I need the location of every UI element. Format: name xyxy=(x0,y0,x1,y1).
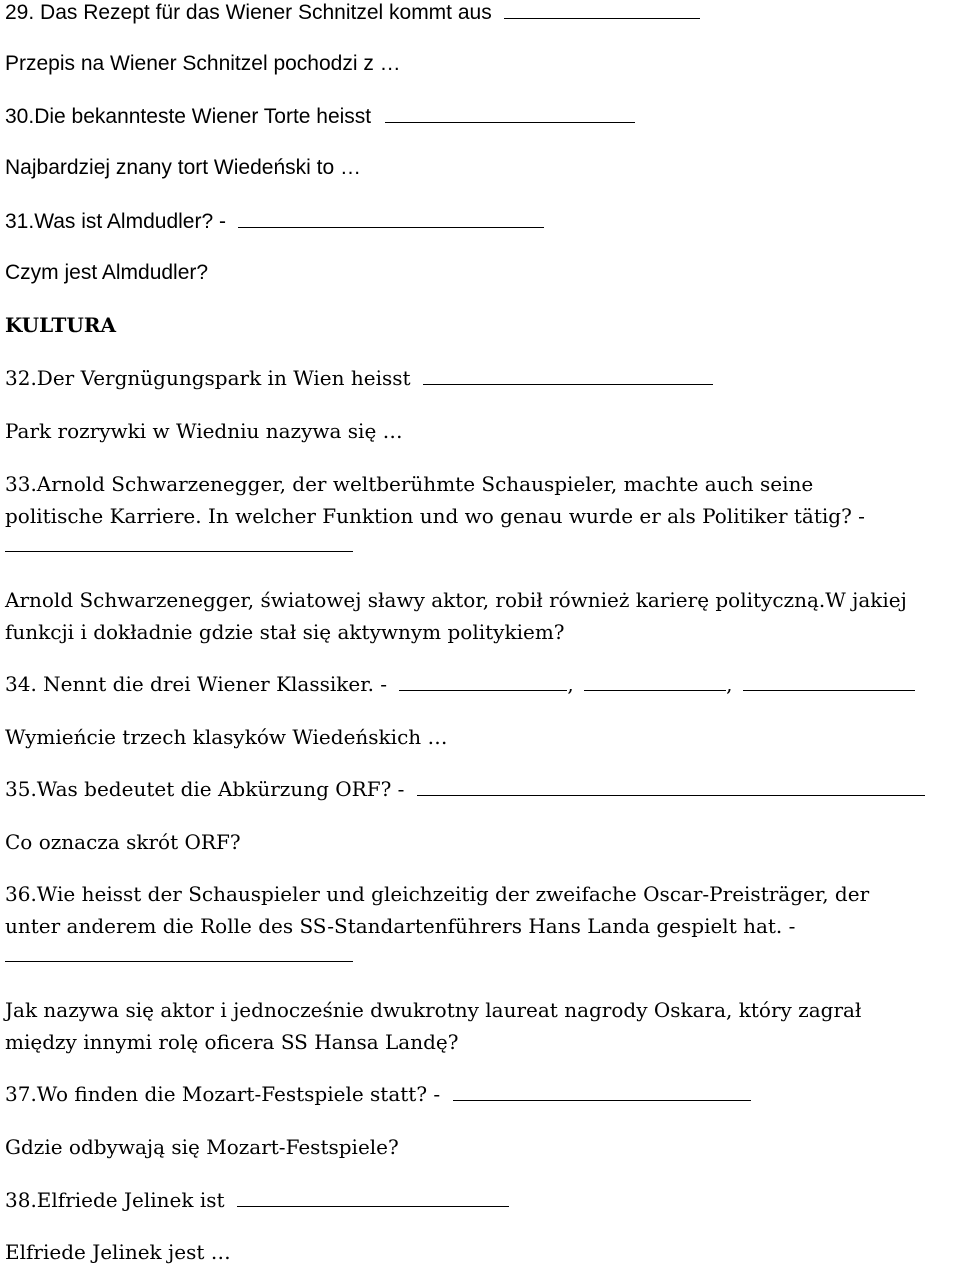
question-29-translation: Przepis na Wiener Schnitzel pochodzi z … xyxy=(5,52,401,75)
answer-blank-34-3[interactable] xyxy=(743,672,915,691)
question-29-text: 29. Das Rezept für das Wiener Schnitzel kommt aus xyxy=(5,1,492,24)
question-33-line-2: politische Karriere. In welcher Funktion und wo genau wurde er als Politiker tätig? - xyxy=(5,504,865,528)
question-37-translation: Gdzie odbywają się Mozart-Festspiele? xyxy=(5,1135,399,1159)
question-29 xyxy=(5,0,700,25)
question-32-translation: Park rozrywki w Wiedniu nazywa się … xyxy=(5,419,403,443)
answer-separator-2: , xyxy=(726,672,733,696)
question-37-text: 37.Wo finden die Mozart-Festspiele statt? - xyxy=(5,1082,441,1106)
answer-blank-34-1[interactable] xyxy=(399,672,567,691)
question-30 xyxy=(5,104,635,129)
answer-blank-32[interactable] xyxy=(423,366,713,385)
question-34 xyxy=(5,672,915,696)
question-30-text: 30.Die bekannteste Wiener Torte heisst xyxy=(5,105,372,128)
question-37 xyxy=(5,1082,751,1106)
question-31 xyxy=(5,209,544,234)
answer-blank-37[interactable] xyxy=(453,1082,751,1101)
question-36-line-1: 36.Wie heisst der Schauspieler und gleichzeitig der zweifache Oscar-Preisträger, der xyxy=(5,882,870,906)
question-38-text: 38.Elfriede Jelinek ist xyxy=(5,1188,225,1212)
question-35-translation: Co oznacza skrót ORF? xyxy=(5,830,241,854)
question-34-text: 34. Nennt die drei Wiener Klassiker. - xyxy=(5,672,388,696)
question-32 xyxy=(5,366,713,390)
question-36-translation-line-2: między innymi rolę oficera SS Hansa Landę? xyxy=(5,1030,459,1054)
question-33-translation-line-1: Arnold Schwarzenegger, światowej sławy aktor, robił również karierę polityczną.W jakiej xyxy=(5,588,907,612)
question-38 xyxy=(5,1188,509,1212)
answer-blank-29[interactable] xyxy=(504,0,700,19)
question-35-text: 35.Was bedeutet die Abkürzung ORF? - xyxy=(5,777,405,801)
section-heading-kultura: KULTURA xyxy=(5,313,117,337)
question-38-translation: Elfriede Jelinek jest … xyxy=(5,1240,231,1264)
question-33-line-1: 33.Arnold Schwarzenegger, der weltberühmte Schauspieler, machte auch seine xyxy=(5,472,814,496)
answer-blank-38[interactable] xyxy=(237,1188,509,1207)
question-35 xyxy=(5,777,925,801)
answer-blank-36[interactable] xyxy=(5,943,353,962)
question-36-line-2: unter anderem die Rolle des SS-Standartenführers Hans Landa gespielt hat. - xyxy=(5,914,796,938)
answer-blank-30[interactable] xyxy=(385,104,635,123)
answer-blank-33-row xyxy=(5,533,353,558)
question-36-translation-line-1: Jak nazywa się aktor i jednocześnie dwukrotny laureat nagrody Oskara, który zagrał xyxy=(5,998,862,1022)
answer-blank-35[interactable] xyxy=(417,777,925,796)
answer-blank-36-row xyxy=(5,943,353,968)
question-32-text: 32.Der Vergnügungspark in Wien heisst xyxy=(5,366,411,390)
answer-blank-34-2[interactable] xyxy=(584,672,726,691)
answer-separator-1: , xyxy=(567,672,574,696)
answer-blank-33[interactable] xyxy=(5,533,353,552)
question-31-text: 31.Was ist Almdudler? - xyxy=(5,210,226,233)
question-31-translation: Czym jest Almdudler? xyxy=(5,261,209,284)
question-30-translation: Najbardziej znany tort Wiedeński to … xyxy=(5,156,361,179)
answer-blank-31[interactable] xyxy=(238,209,544,228)
question-34-translation: Wymieńcie trzech klasyków Wiedeńskich … xyxy=(5,725,448,749)
question-33-translation-line-2: funkcji i dokładnie gdzie stał się aktywnym politykiem? xyxy=(5,620,565,644)
